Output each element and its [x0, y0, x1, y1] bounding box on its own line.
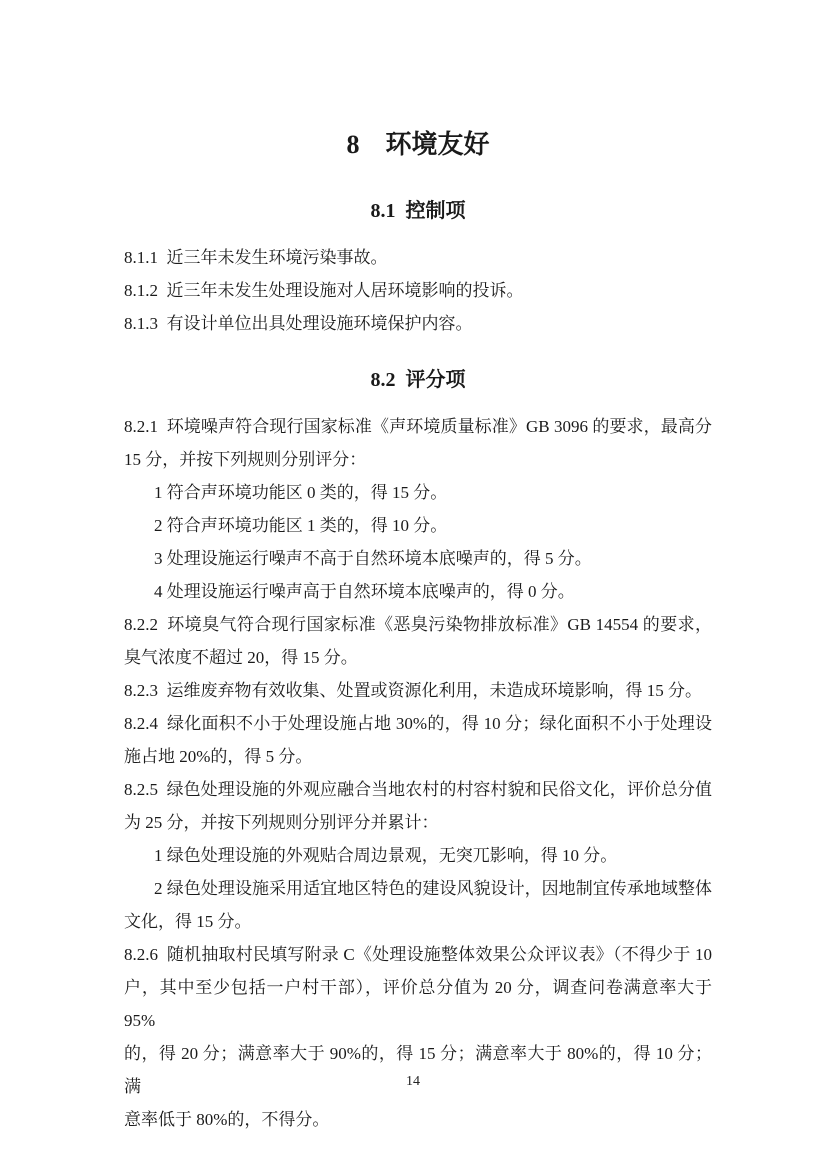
- paragraph-line: 2 符合声环境功能区 1 类的，得 10 分。: [154, 516, 448, 535]
- paragraph-line: 8.1.2 近三年未发生处理设施对人居环境影响的投诉。: [124, 281, 524, 300]
- paragraph-line: 2 绿色处理设施采用适宜地区特色的建设风貌设计，因地制宜传承地域整体: [154, 879, 712, 898]
- paragraph-line: 15 分，并按下列规则分别评分：: [124, 450, 367, 469]
- paragraph-line: 意率低于 80%的，不得分。: [124, 1110, 330, 1129]
- section-heading: 8.1 控制项: [370, 200, 466, 222]
- section-heading: 8.2 评分项: [370, 369, 466, 391]
- document-section: [124, 196, 712, 340]
- chapter-title: 8 环境友好: [346, 130, 490, 159]
- page-number: 14: [406, 1074, 420, 1089]
- paragraph-line: 1 符合声环境功能区 0 类的，得 15 分。: [154, 483, 448, 502]
- paragraph-line: 8.2.4 绿化面积不小于处理设施占地 30%的，得 10 分；绿化面积不小于处理设: [124, 714, 712, 733]
- paragraph-line: 的，得 20 分；满意率大于 90%的，得 15 分；满意率大于 80%的，得 10 分；满: [124, 1044, 712, 1096]
- paragraph-line: 8.1.1 近三年未发生环境污染事故。: [124, 248, 388, 267]
- paragraph-line: 8.2.6 随机抽取村民填写附录 C《处理设施整体效果公众评议表》（不得少于 10: [124, 945, 712, 964]
- paragraph-line: 文化，得 15 分。: [124, 912, 252, 931]
- paragraph-line: 1 绿色处理设施的外观贴合周边景观，无突兀影响，得 10 分。: [154, 846, 618, 865]
- paragraph-line: 8.1.3 有设计单位出具处理设施环境保护内容。: [124, 314, 473, 333]
- document-body: [124, 196, 712, 1136]
- paragraph-line: 8.2.1 环境噪声符合现行国家标准《声环境质量标准》GB 3096 的要求，最高分: [124, 417, 712, 436]
- document-section: [124, 365, 712, 1136]
- paragraph-line: 施占地 20%的，得 5 分。: [124, 747, 313, 766]
- paragraph-line: 4 处理设施运行噪声高于自然环境本底噪声的，得 0 分。: [154, 582, 575, 601]
- paragraph-line: 8.2.3 运维废弃物有效收集、处置或资源化利用，未造成环境影响，得 15 分。: [124, 681, 702, 700]
- paragraph-line: 臭气浓度不超过 20，得 15 分。: [124, 648, 358, 667]
- paragraph-line: 为 25 分，并按下列规则分别评分并累计：: [124, 813, 439, 832]
- paragraph-line: 8.2.2 环境臭气符合现行国家标准《恶臭污染物排放标准》GB 14554 的要求，: [124, 615, 712, 634]
- paragraph-line: 3 处理设施运行噪声不高于自然环境本底噪声的，得 5 分。: [154, 549, 592, 568]
- paragraph-line: 8.2.5 绿色处理设施的外观应融合当地农村的村容村貌和民俗文化，评价总分值: [124, 780, 712, 799]
- paragraph-line: 户，其中至少包括一户村干部），评价总分值为 20 分，调查问卷满意率大于 95%: [124, 978, 712, 1030]
